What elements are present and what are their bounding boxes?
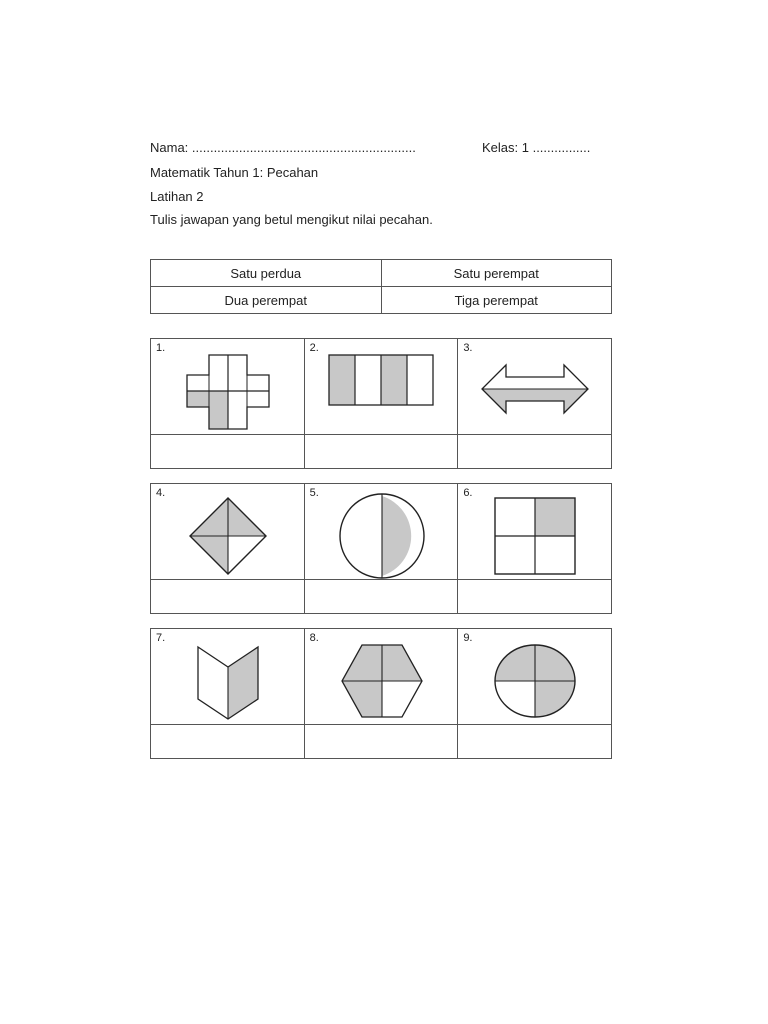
subject-title: Matematik Tahun 1: Pecahan [150,165,319,180]
chevron-figure [151,629,305,725]
question-cell-2 [304,339,458,435]
circle-halves-figure [305,484,459,580]
instruction-text: Tulis jawapan yang betul mengikut nilai pecahan. [150,212,433,227]
answer-box-9[interactable] [458,725,612,759]
name-field-label: Nama: .............................................................. [150,140,416,155]
question-grid-row-2 [150,483,612,614]
question-cell-3 [458,339,612,435]
question-number: 1. [156,342,166,354]
answer-box-3[interactable] [458,435,612,469]
question-number: 7. [156,632,166,644]
question-number: 8. [309,632,319,644]
table-row [151,287,612,314]
answer-option: Dua perempat [151,287,382,314]
answer-box-6[interactable] [458,580,612,614]
diamond-figure [151,484,305,580]
answer-option: Tiga perempat [381,287,612,314]
cross-shape-figure [151,339,305,435]
answer-box-2[interactable] [304,435,458,469]
question-number: 4. [156,487,166,499]
question-number: 9. [463,632,473,644]
hexagon-quarters-figure [305,629,459,725]
rectangle-strips-figure [305,339,459,435]
answer-box-8[interactable] [304,725,458,759]
answer-option: Satu perdua [151,260,382,287]
answer-box-4[interactable] [151,580,305,614]
question-number: 6. [463,487,473,499]
square-quarters-figure [458,484,612,580]
answer-box-1[interactable] [151,435,305,469]
ellipse-quarters-figure [458,629,612,725]
question-number: 5. [309,487,319,499]
class-field-label: Kelas: 1 ................ [482,140,591,155]
question-cell-5 [304,484,458,580]
table-row [151,260,612,287]
double-arrow-figure [458,339,612,435]
question-cell-7 [151,629,305,725]
question-cell-8 [304,629,458,725]
answer-option: Satu perempat [381,260,612,287]
question-number: 2. [309,342,319,354]
answer-options-table [150,259,612,314]
question-cell-9 [458,629,612,725]
question-grid-row-1 [150,338,612,469]
answer-box-5[interactable] [304,580,458,614]
exercise-title: Latihan 2 [150,189,204,204]
question-number: 3. [463,342,473,354]
answer-box-7[interactable] [151,725,305,759]
question-cell-4 [151,484,305,580]
question-cell-1 [151,339,305,435]
question-cell-6 [458,484,612,580]
question-grid-row-3 [150,628,612,759]
